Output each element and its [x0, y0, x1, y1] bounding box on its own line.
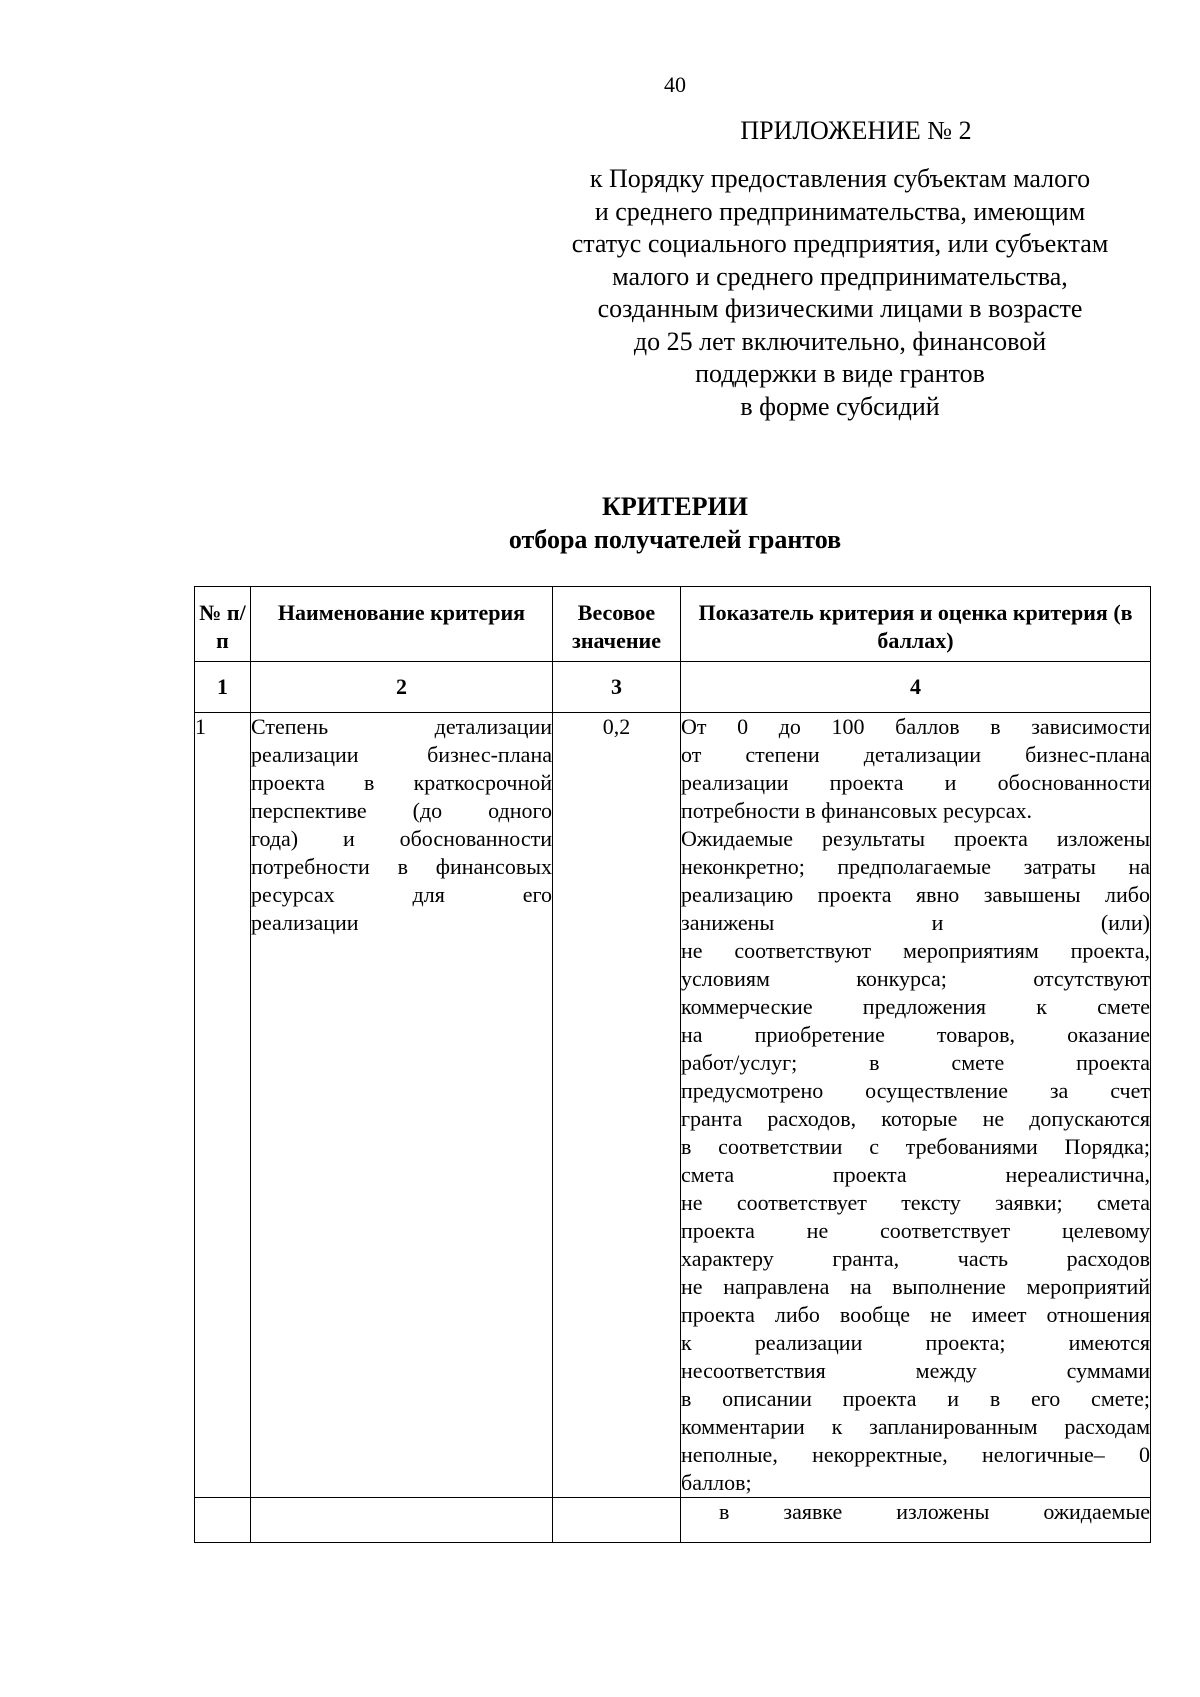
- indicator-text: [681, 1498, 1151, 1543]
- document-title-line1: КРИТЕРИИ: [602, 492, 748, 521]
- appendix-line: и среднего предпринимательства, имеющим: [594, 196, 1086, 226]
- indicator-line: занижены и (или): [681, 910, 1150, 935]
- indicator-line: условиям конкурса; отсутствуют: [681, 966, 1150, 991]
- indicator-line: потребности в финансовых ресурсах.: [681, 798, 1033, 823]
- appendix-line: в форме субсидий: [740, 391, 940, 421]
- indicator-line: предусмотрено осуществление за счет: [681, 1078, 1150, 1103]
- indicator-line: на приобретение товаров, оказание: [681, 1022, 1150, 1047]
- column-number: 3: [553, 662, 681, 713]
- indicator-line: смета проекта нереалистична,: [681, 1162, 1150, 1187]
- weight-value-empty: [553, 1498, 681, 1543]
- indicator-text: [681, 713, 1151, 1498]
- table-row: [195, 1498, 1151, 1543]
- document-title: [0, 490, 1200, 556]
- appendix-title: ПРИЛОЖЕНИЕ № 2: [740, 116, 972, 145]
- indicator-line: в описании проекта и в его смете;: [681, 1386, 1150, 1411]
- indicator-line: проекта либо вообще не имеет отношения: [681, 1302, 1150, 1327]
- indicator-line: в заявке изложены ожидаемые: [719, 1499, 1150, 1524]
- indicator-line: реализацию проекта явно завышены либо: [681, 882, 1150, 907]
- criterion-line: проекта в краткосрочной: [251, 770, 552, 795]
- weight-value: 0,2: [553, 713, 681, 1498]
- indicator-line: неполные, некорректные, нелогичные– 0: [681, 1442, 1150, 1467]
- document-title-line2: отбора получателей грантов: [508, 525, 842, 554]
- indicator-line: не соответствуют мероприятиям проекта,: [681, 938, 1150, 963]
- criterion-name: [251, 713, 553, 1498]
- indicator-line: реализации проекта и обоснованности: [681, 770, 1150, 795]
- appendix-line: до 25 лет включительно, финансовой: [633, 326, 1047, 356]
- criterion-line: реализации: [251, 910, 359, 935]
- header-criterion-name: Наименование критерия: [251, 587, 553, 662]
- indicator-line: характеру гранта, часть расходов: [681, 1246, 1150, 1271]
- criterion-line: потребности в финансовых: [251, 854, 552, 879]
- criteria-table: [194, 586, 1151, 1543]
- header-indicator: Показатель критерия и оценка критерия (в баллах): [681, 587, 1151, 662]
- column-number-row: [195, 662, 1151, 713]
- criterion-name-empty: [251, 1498, 553, 1543]
- table-header-row: [195, 587, 1151, 662]
- criterion-line: года) и обоснованности: [251, 826, 552, 851]
- indicator-line: к реализации проекта; имеются: [681, 1330, 1150, 1355]
- indicator-line: работ/услуг; в смете проекта: [681, 1050, 1150, 1075]
- indicator-line: комментарии к запланированным расходам: [681, 1414, 1150, 1439]
- criterion-line: реализации бизнес-плана: [251, 742, 552, 767]
- column-number: 1: [195, 662, 251, 713]
- indicator-line: не направлена на выполнение мероприятий: [681, 1274, 1150, 1299]
- criterion-line: ресурсах для его: [251, 882, 552, 907]
- header-weight: Весовое значение: [553, 587, 681, 662]
- indicator-line: от степени детализации бизнес-плана: [681, 742, 1150, 767]
- indicator-line: От 0 до 100 баллов в зависимости: [681, 714, 1150, 739]
- indicator-line: Ожидаемые результаты проекта изложены: [681, 826, 1150, 851]
- indicator-line: несоответствия между суммами: [681, 1358, 1150, 1383]
- indicator-line: коммерческие предложения к смете: [681, 994, 1150, 1019]
- column-number: 2: [251, 662, 553, 713]
- appendix-line: созданным физическими лицами в возрасте: [597, 294, 1083, 323]
- indicator-line: неконкретно; предполагаемые затраты на: [681, 854, 1150, 879]
- page-number: 40: [664, 72, 686, 97]
- column-number: 4: [681, 662, 1151, 713]
- indicator-line: баллов;: [681, 1470, 752, 1495]
- criterion-line: Степень детализации: [251, 714, 552, 739]
- appendix-subtitle: [540, 163, 1140, 423]
- indicator-line: проекта не соответствует целевому: [681, 1218, 1150, 1243]
- indicator-line: не соответствует тексту заявки; смета: [681, 1190, 1150, 1215]
- appendix-line: к Порядку предоставления субъектам малого: [589, 164, 1091, 193]
- appendix-line: статус социального предприятия, или субъектам: [571, 229, 1109, 258]
- row-number: 1: [195, 713, 251, 1498]
- appendix-line: малого и среднего предпринимательства,: [612, 261, 1068, 291]
- indicator-line: в соответствии с требованиями Порядка;: [681, 1134, 1150, 1159]
- indicator-line: гранта расходов, которые не допускаются: [681, 1106, 1150, 1131]
- appendix-line: поддержки в виде грантов: [695, 359, 985, 388]
- header-number: № п/п: [195, 587, 251, 662]
- criterion-line: перспективе (до одного: [251, 798, 552, 823]
- row-number-empty: [195, 1498, 251, 1543]
- table-row: [195, 713, 1151, 1498]
